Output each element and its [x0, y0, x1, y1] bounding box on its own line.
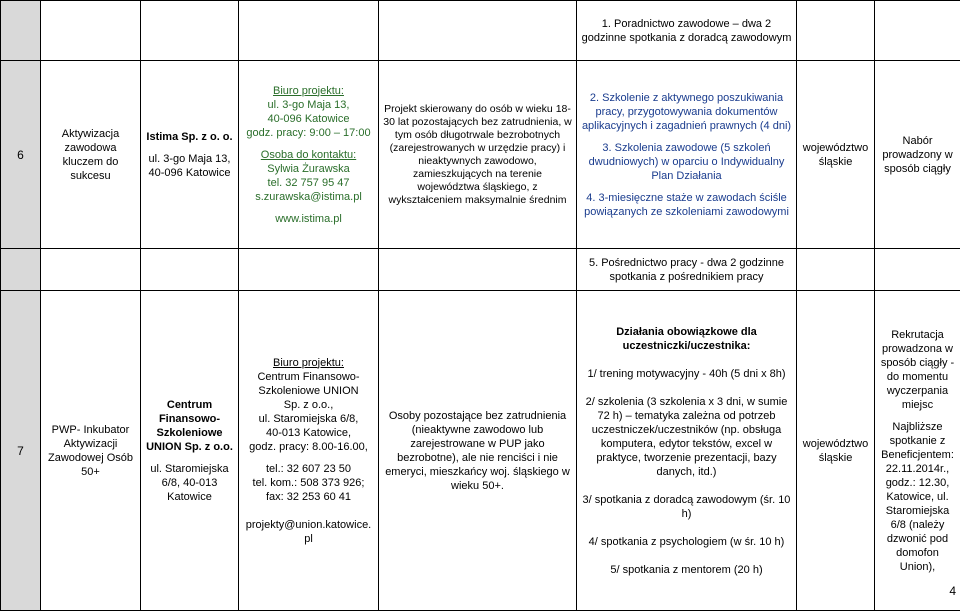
region: województwo śląskie — [797, 61, 875, 249]
top-continuation-row — [1, 1, 960, 61]
contact-person-name: Sylwia Żurawska — [241, 162, 376, 176]
project-name: PWP- Inkubator Aktywizacji Zawodowej Osób 50+ — [41, 291, 141, 611]
contact-phone: tel.: 32 607 23 50 — [241, 462, 376, 476]
row-number: 6 — [1, 61, 41, 249]
recruitment: Nabór prowadzony w sposób ciągły — [875, 61, 960, 249]
organization-address: ul. Staromiejska 6/8, 40-013 Katowice — [143, 462, 236, 504]
page-number: 4 — [949, 584, 956, 598]
contact-email-link[interactable]: s.zurawska@istima.pl — [241, 190, 376, 204]
contact-email-link[interactable]: projekty@union.katowice. — [241, 518, 376, 532]
action-item: 4. 3-miesięczne staże w zawodach ściśle powiązanych ze szkoleniami zawodowymi — [579, 191, 794, 219]
project-name: Aktywizacja zawodowa kluczem do sukcesu — [41, 61, 141, 249]
region: województwo śląskie — [797, 291, 875, 611]
organization-address: ul. 3-go Maja 13, 40-096 Katowice — [143, 152, 236, 180]
contact-fax: fax: 32 253 60 41 — [241, 490, 376, 504]
contact-office-label: Biuro projektu: — [241, 84, 376, 98]
contact-cell: Biuro projektu: ul. 3-go Maja 13, 40-096 Katowice godz. pracy: 9:00 – 17:00 Osoba do kontaktu: Sylwia Żurawska tel. 32 757 95 47 s.zurawska@istima.pl www.istima.pl — [239, 61, 379, 249]
contact-office-label: Biuro projektu: — [241, 356, 376, 370]
action-item: 5/ spotkania z mentorem (20 h) — [579, 563, 794, 577]
actions-cell — [577, 61, 797, 249]
target-group: Projekt skierowany do osób w wieku 18-30 lat pozostających bez zatrudnienia, w tym osób długotrwale bezrobotnych (zarejestrowanych w urzędzie pracy) i nieaktywnych zawodowo, zamieszkujących na terenie województwa śląskiego, z wykształceniem maksymalnie średnim — [379, 61, 577, 249]
mid-continuation-row — [1, 249, 960, 291]
row-number-cell-empty — [1, 1, 41, 61]
actions-cell-mid: 5. Pośrednictwo pracy - dwa 2 godzinne spotkania z pośrednikiem pracy — [577, 249, 797, 291]
target-group: Osoby pozostające bez zatrudnienia (nieaktywne zawodowo lub zarejestrowane w PUP jako bezrobotne), ale nie renciści i nie emeryci, mieszkańcy woj. śląskiego w wieku 50+. — [379, 291, 577, 611]
action-item: 4/ spotkania z psychologiem (w śr. 10 h) — [579, 535, 794, 549]
action-item: 2. Szkolenie z aktywnego poszukiwania pracy, przygotowywania dokumentów aplikacyjnych i zagadnień prawnych (4 dni) — [579, 91, 794, 133]
contact-cell: Biuro projektu: Centrum Finansowo- Szkoleniowe UNION Sp. z o.o., ul. Staromiejska 6/8, 40-013 Katowice, godz. pracy: 8.00-16.00, tel.: 32 607 23 50 tel. kom.: 508 373 926; fax: 32 253 60 41 projekty@union.katowice. pl — [239, 291, 379, 611]
actions-cell — [577, 291, 797, 611]
project-row-6 — [1, 61, 960, 249]
row-number: 7 — [1, 291, 41, 611]
actions-title: Działania obowiązkowe dla uczestniczki/uczestnika: — [579, 325, 794, 353]
organization-name: Istima Sp. z o. o. — [143, 130, 236, 144]
recruitment: Rekrutacja prowadzona w sposób ciągły - do momentu wyczerpania miejsc Najbliższe spotkanie z Beneficjentem: 22.11.2014r., godz.: 12.30, Katowice, ul. Staromiejska 6/8 (należy dzwonić pod domofon Union), — [875, 291, 960, 611]
action-item: 2/ szkolenia (3 szkolenia x 3 dni, w sumie 72 h) – tematyka zależna od potrzeb uczestniczek/uczestników (np. obsługa komputera, edytor tekstów, excel w praktyce, tworzenie prezentacji, bazy danych, itd.) — [579, 395, 794, 479]
project-row-7 — [1, 291, 960, 611]
organization-cell — [141, 61, 239, 249]
contact-mobile: tel. kom.: 508 373 926; — [241, 476, 376, 490]
contact-person-label: Osoba do kontaktu: — [241, 148, 376, 162]
action-item: 3. Szkolenia zawodowe (5 szkoleń dwudniowych) w oparciu o Indywidualny Plan Działania — [579, 141, 794, 183]
organization-name: Centrum Finansowo-Szkoleniowe UNION Sp. z o.o. — [143, 398, 236, 454]
website-link[interactable]: www.istima.pl — [241, 212, 376, 226]
actions-cell-top: 1. Poradnictwo zawodowe – dwa 2 godzinne spotkania z doradcą zawodowym — [577, 1, 797, 61]
action-item: 1/ trening motywacyjny - 40h (5 dni x 8h) — [579, 367, 794, 381]
action-item: 3/ spotkania z doradcą zawodowym (śr. 10 h) — [579, 493, 794, 521]
contact-phone: tel. 32 757 95 47 — [241, 176, 376, 190]
organization-cell — [141, 291, 239, 611]
